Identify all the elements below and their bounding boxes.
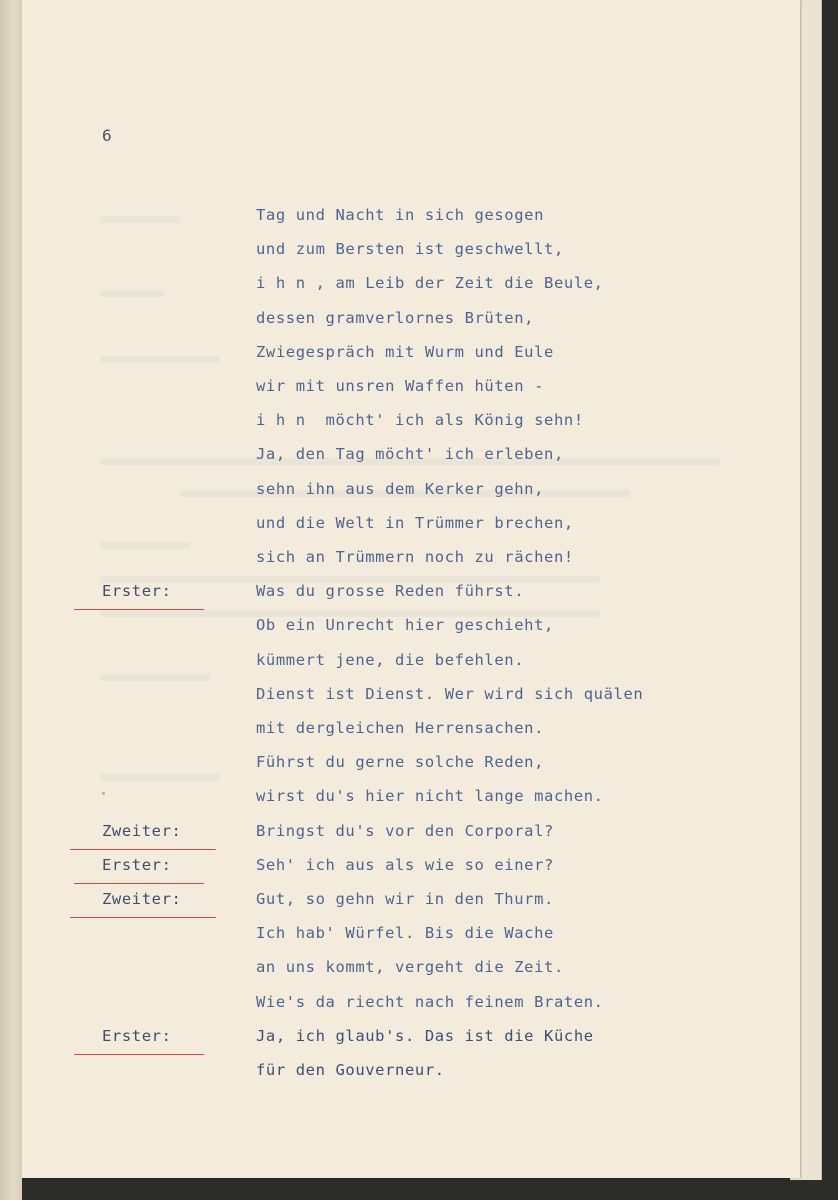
text-line: Zwiegespräch mit Wurm und Eule <box>256 342 554 361</box>
speaker-label: Zweiter: <box>102 890 182 908</box>
ink-speck <box>102 792 105 795</box>
text-line: kümmert jene, die befehlen. <box>256 650 525 669</box>
text-line: und zum Bersten ist geschwellt, <box>256 240 564 259</box>
text-line: Gut, so gehn wir in den Thurm. <box>256 890 554 908</box>
page-number: 6 <box>102 126 112 145</box>
text-line: an uns kommt, vergeht die Zeit. <box>256 958 564 977</box>
binding-edge <box>0 0 22 1200</box>
speaker-underline <box>74 883 204 884</box>
speaker-label: Erster: <box>102 855 172 874</box>
text-line: Seh' ich aus als wie so einer? <box>256 855 554 874</box>
text-line: Ob ein Unrecht hier geschieht, <box>256 616 554 635</box>
text-line: dessen gramverlornes Brüten, <box>256 308 535 327</box>
text-line: Bringst du's vor den Corporal? <box>256 821 554 840</box>
speaker-label: Erster: <box>102 582 172 601</box>
text-line: Dienst ist Dienst. Wer wird sich quälen <box>256 684 644 703</box>
speaker-underline <box>70 917 216 918</box>
text-line: i h n , am Leib der Zeit die Beule, <box>256 274 604 293</box>
text-line: wir mit unsren Waffen hüten - <box>256 377 545 395</box>
text-line: wirst du's hier nicht lange machen. <box>256 787 604 806</box>
speaker-label: Zweiter: <box>102 821 182 840</box>
speaker-underline <box>74 1054 204 1055</box>
text-line: Ich hab' Würfel. Bis die Wache <box>256 924 554 943</box>
text-line: mit dergleichen Herrensachen. <box>256 719 545 737</box>
text-line: Wie's da riecht nach feinem Braten. <box>256 992 604 1011</box>
text-line: sehn ihn aus dem Kerker gehn, <box>256 479 545 498</box>
text-line: i h n möcht' ich als König sehn! <box>256 411 584 430</box>
text-line: Was du grosse Reden führst. <box>256 582 525 601</box>
text-line: Tag und Nacht in sich gesogen <box>256 206 545 224</box>
text-line: Ja, den Tag möcht' ich erleben, <box>256 445 564 464</box>
text-line: Führst du gerne solche Reden, <box>256 753 545 772</box>
text-line: und die Welt in Trümmer brechen, <box>256 513 574 532</box>
speaker-label: Erster: <box>102 1026 172 1045</box>
text-line: sich an Trümmern noch zu rächen! <box>256 548 574 566</box>
text-line: für den Gouverneur. <box>256 1061 445 1079</box>
text-line: Ja, ich glaub's. Das ist die Küche <box>256 1026 594 1045</box>
speaker-underline <box>70 849 216 850</box>
